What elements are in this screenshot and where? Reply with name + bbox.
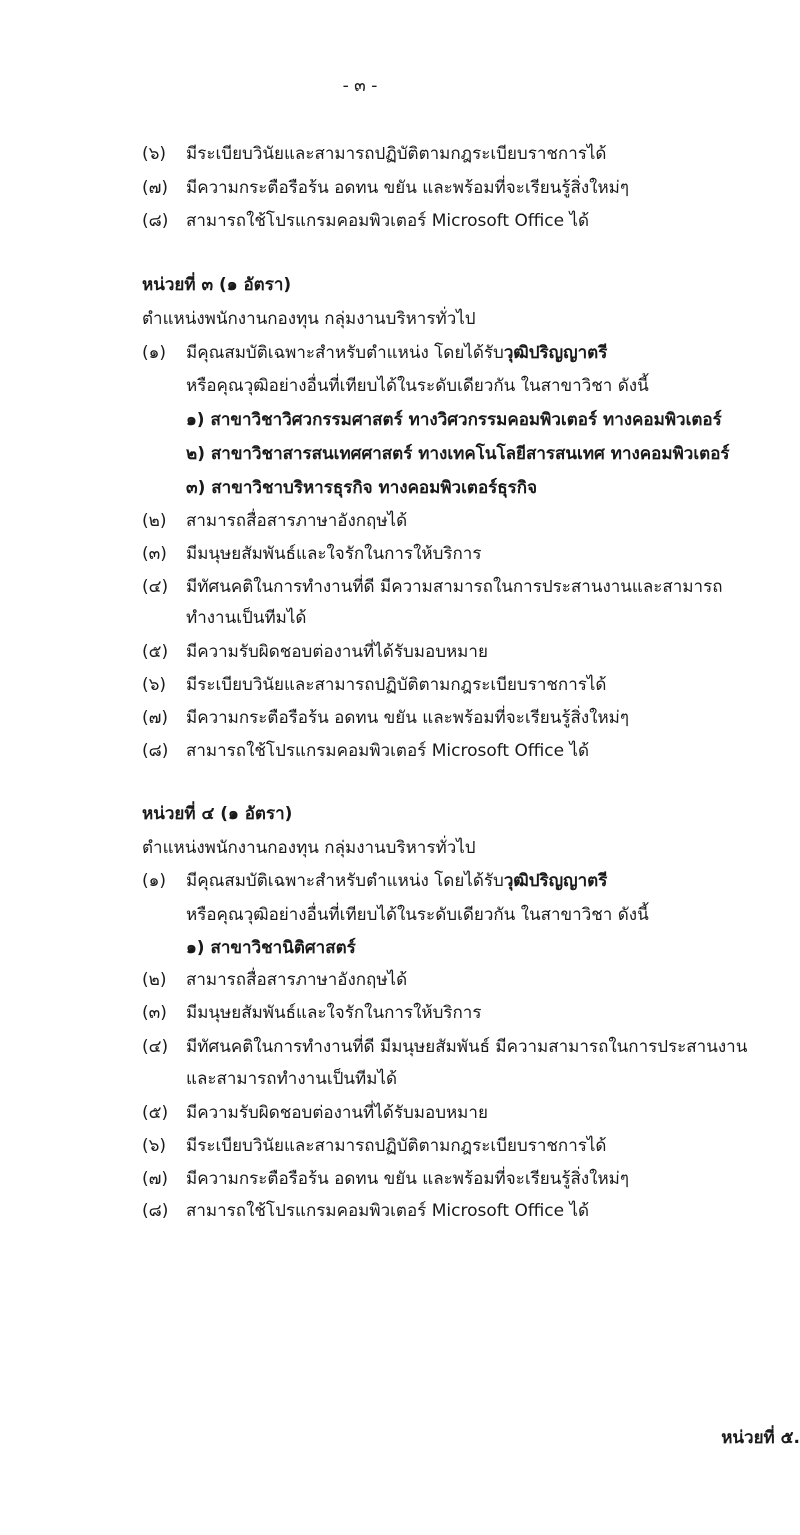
list-item: (๗) มีความกระตือรือร้น อดทน ขยัน และพร้อมที่จะเรียนรู้สิ่งใหม่ๆ: [142, 178, 629, 198]
list-item: (๒) สามารถสื่อสารภาษาอังกฤษได้: [142, 511, 408, 531]
unit3-major: ๓) สาขาวิชาบริหารธุรกิจ ทางคอมพิวเตอร์ธุรกิจ: [186, 478, 538, 498]
list-item: (๘) สามารถใช้โปรแกรมคอมพิวเตอร์ Microsoft Office ได้: [142, 1201, 590, 1221]
list-item: (๗) มีความกระตือรือร้น อดทน ขยัน และพร้อมที่จะเรียนรู้สิ่งใหม่ๆ: [142, 1169, 629, 1189]
unit4-qualification-cont: หรือคุณวุฒิอย่างอื่นที่เทียบได้ในระดับเดียวกัน ในสาขาวิชา ดังนี้: [186, 905, 649, 925]
list-item: (๒) สามารถสื่อสารภาษาอังกฤษได้: [142, 970, 408, 990]
list-item: (๘) สามารถใช้โปรแกรมคอมพิวเตอร์ Microsoft Office ได้: [142, 741, 590, 761]
unit4-qualification: (๑) มีคุณสมบัติเฉพาะสำหรับตำแหน่ง โดยได้รับวุฒิปริญญาตรี: [142, 871, 608, 891]
unit4-major: ๑) สาขาวิชานิติศาสตร์: [186, 938, 356, 958]
list-item: (๖) มีระเบียบวินัยและสามารถปฏิบัติตามกฎระเบียบราชการได้: [142, 675, 607, 695]
list-item: (๔) มีทัศนคติในการทำงานที่ดี มีมนุษยสัมพันธ์ มีความสามารถในการประสานงาน: [142, 1037, 748, 1057]
continued-footer: หน่วยที่ ๕.: [721, 1428, 800, 1448]
unit3-qualification: (๑) มีคุณสมบัติเฉพาะสำหรับตำแหน่ง โดยได้รับวุฒิปริญญาตรี: [142, 343, 608, 363]
unit3-heading: หน่วยที่ ๓ (๑ อัตรา): [142, 275, 292, 295]
list-item: (๗) มีความกระตือรือร้น อดทน ขยัน และพร้อมที่จะเรียนรู้สิ่งใหม่ๆ: [142, 708, 629, 728]
unit4-position: ตำแหน่งพนักงานกองทุน กลุ่มงานบริหารทั่วไป: [142, 838, 476, 858]
list-item-cont: ทำงานเป็นทีมได้: [186, 608, 307, 628]
list-item: (๕) มีความรับผิดชอบต่องานที่ได้รับมอบหมาย: [142, 642, 488, 662]
list-item: (๕) มีความรับผิดชอบต่องานที่ได้รับมอบหมาย: [142, 1103, 488, 1123]
list-item: (๓) มีมนุษยสัมพันธ์และใจรักในการให้บริการ: [142, 1003, 482, 1023]
list-item: (๖) มีระเบียบวินัยและสามารถปฏิบัติตามกฎระเบียบราชการได้: [142, 144, 607, 164]
list-item-cont: และสามารถทำงานเป็นทีมได้: [186, 1069, 398, 1089]
unit3-qualification-cont: หรือคุณวุฒิอย่างอื่นที่เทียบได้ในระดับเดียวกัน ในสาขาวิชา ดังนี้: [186, 376, 649, 396]
unit3-position: ตำแหน่งพนักงานกองทุน กลุ่มงานบริหารทั่วไป: [142, 309, 476, 329]
page-number: - ๓ -: [342, 76, 378, 96]
unit3-major: ๑) สาขาวิชาวิศวกรรมศาสตร์ ทางวิศวกรรมคอมพิวเตอร์ ทางคอมพิวเตอร์: [186, 410, 722, 430]
unit4-heading: หน่วยที่ ๔ (๑ อัตรา): [142, 804, 293, 824]
list-item: (๓) มีมนุษยสัมพันธ์และใจรักในการให้บริการ: [142, 544, 482, 564]
list-item: (๘) สามารถใช้โปรแกรมคอมพิวเตอร์ Microsoft Office ได้: [142, 211, 590, 231]
list-item: (๖) มีระเบียบวินัยและสามารถปฏิบัติตามกฎระเบียบราชการได้: [142, 1136, 607, 1156]
list-item: (๔) มีทัศนคติในการทำงานที่ดี มีความสามารถในการประสานงานและสามารถ: [142, 577, 723, 597]
unit3-major: ๒) สาขาวิชาสารสนเทศศาสตร์ ทางเทคโนโลยีสารสนเทศ ทางคอมพิวเตอร์: [186, 444, 730, 464]
